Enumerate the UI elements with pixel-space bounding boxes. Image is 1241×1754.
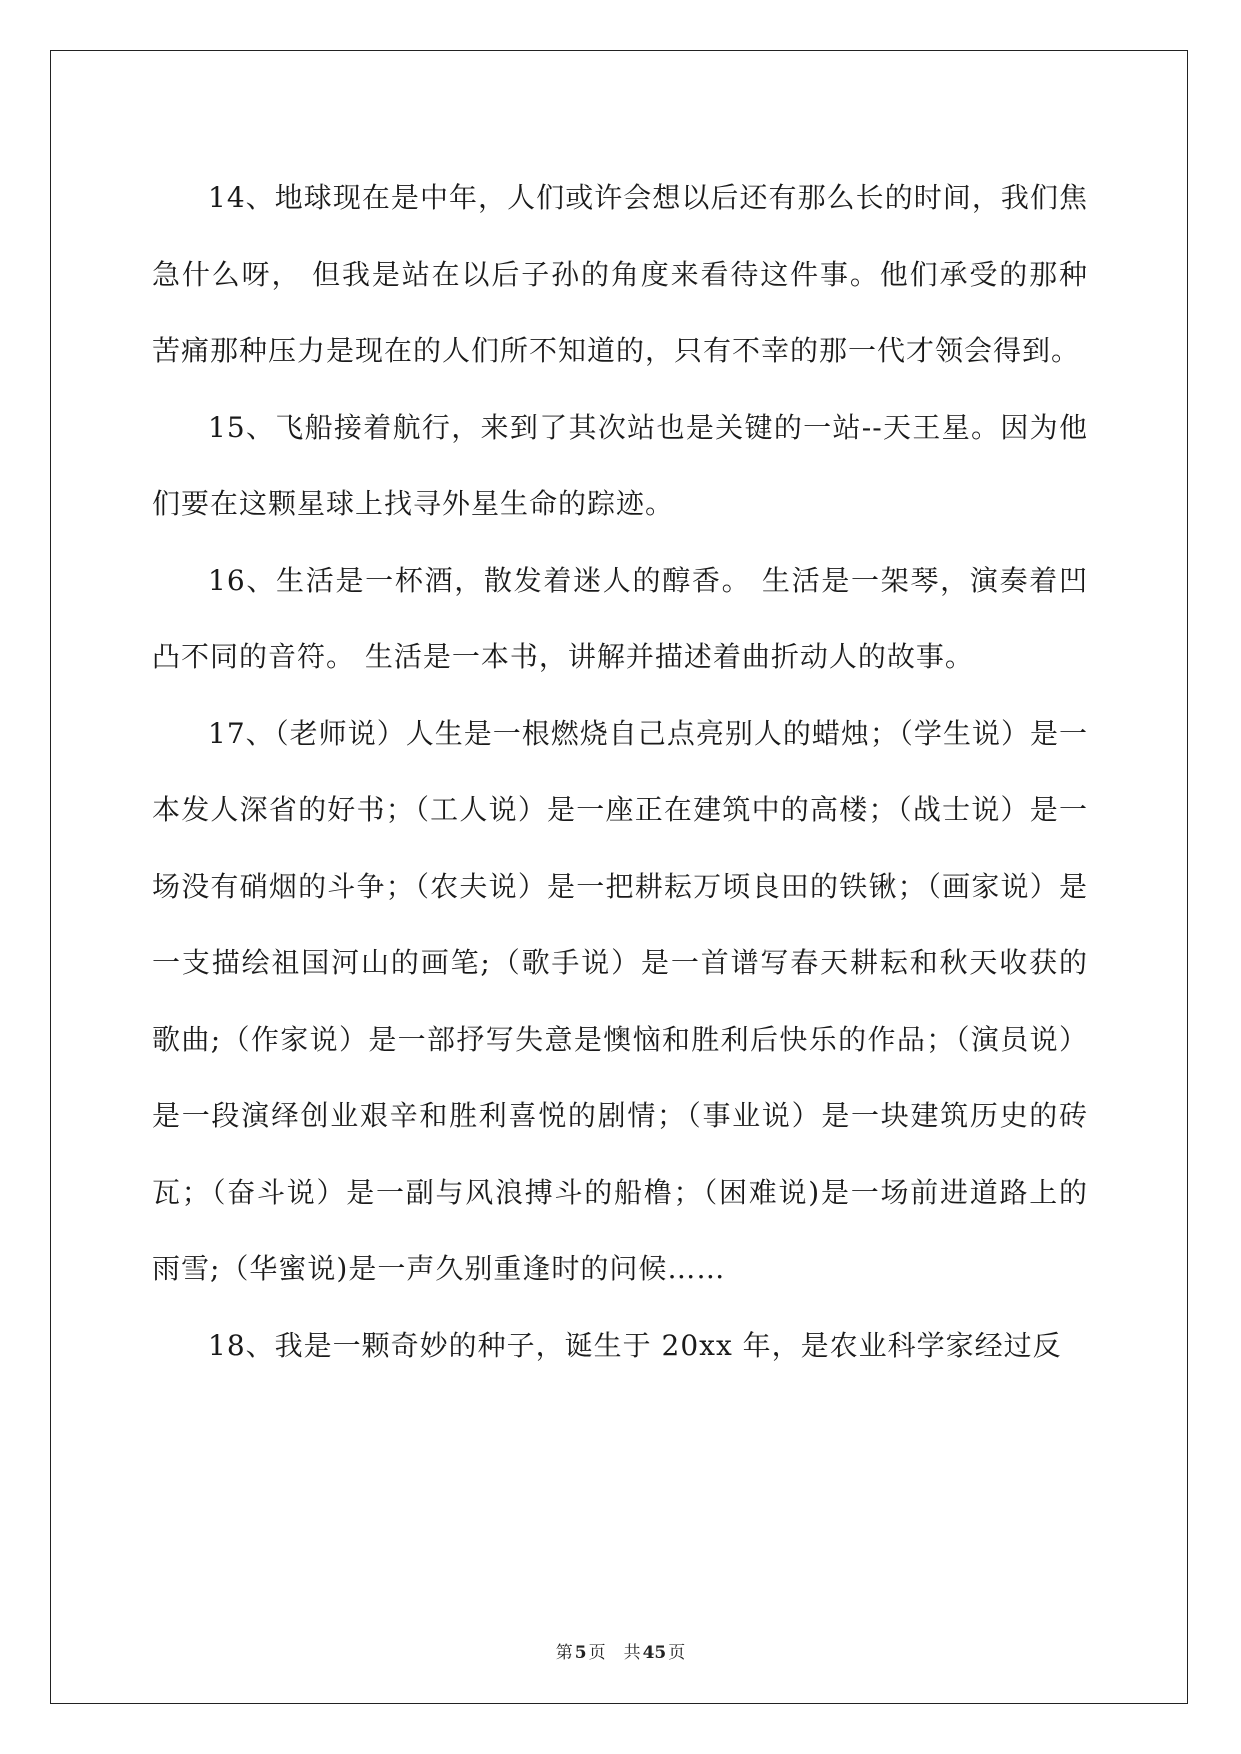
paragraph-17: 17、（老师说）人生是一根燃烧自己点亮别人的蜡烛；（学生说）是一本发人深省的好书；（工人说）是一座正在建筑中的高楼；（战士说）是一场没有硝烟的斗争；（农夫说）是一把耕耘万顷良田的铁锹；（画家说）是一支描绘祖国河山的画笔;（歌手说）是一首谱写春天耕耘和秋天收获的歌曲;（作家说）是一部抒写失意是懊恼和胜利后快乐的作品；（演员说）是一段演绎创业艰辛和胜利喜悦的剧情；（事业说）是一块建筑历史的砖瓦；（奋斗说）是一副与风浪搏斗的船橹；（困难说)是一场前进道路上的雨雪;（华蜜说)是一声久别重逢时的问候…… <box>152 716 1088 1285</box>
paragraph-15: 15、飞船接着航行，来到了其次站也是关键的一站--天王星。因为他们要在这颗星球上找寻外星生命的踪迹。 <box>152 410 1088 520</box>
footer-page-suffix: 页 <box>588 1643 606 1663</box>
document-body <box>152 160 1088 1384</box>
footer-total-suffix: 页 <box>668 1643 686 1663</box>
footer-total-pages: 45 <box>642 1643 667 1663</box>
footer-page-number: 5 <box>574 1643 587 1663</box>
paragraph-16: 16、生活是一杯酒，散发着迷人的醇香。 生活是一架琴，演奏着凹凸不同的音符。 生活是一本书，讲解并描述着曲折动人的故事。 <box>152 563 1088 673</box>
paragraph-14: 14、地球现在是中年，人们或许会想以后还有那么长的时间，我们焦急什么呀， 但我是站在以后子孙的角度来看待这件事。他们承受的那种苦痛那种压力是现在的人们所不知道的，只有不幸的那一代才领会得到。 <box>152 181 1088 367</box>
paragraph-18: 18、我是一颗奇妙的种子，诞生于 20xx 年，是农业科学家经过反 <box>208 1328 1062 1362</box>
footer-total-prefix: 共 <box>623 1643 641 1663</box>
footer-page-prefix: 第 <box>555 1643 573 1663</box>
page-footer <box>0 1638 1241 1663</box>
